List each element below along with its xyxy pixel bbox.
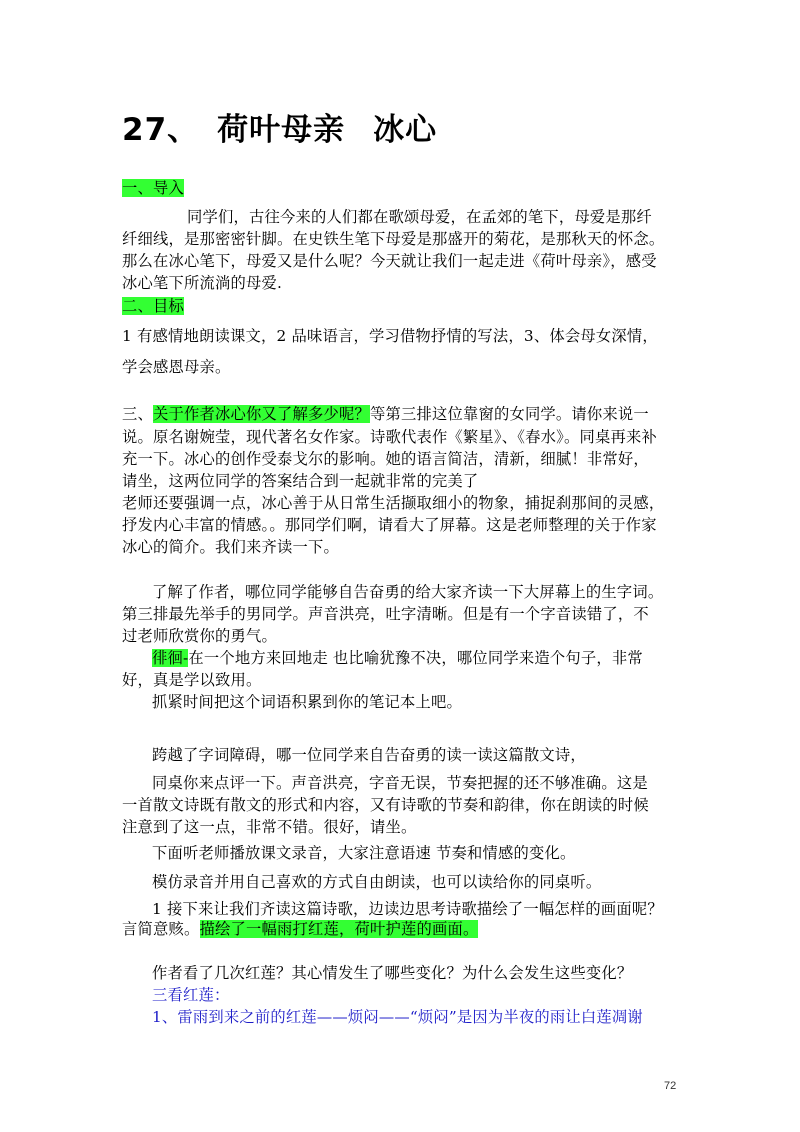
- paragraph-line: 1 接下来让我们齐读这篇诗歌，边读边思考诗歌描绘了一幅怎样的画面呢？: [152, 900, 663, 918]
- paragraph-line: 同学们，古往今来的人们都在歌颂母爱，在孟郊的笔下，母爱是那纤: [187, 208, 652, 226]
- highlighted-word: 徘徊-: [152, 649, 189, 667]
- paragraph-line: 模仿录音并用自己喜欢的方式自由朗读，也可以读给你的同桌听。: [152, 873, 602, 891]
- paragraph-line: 请坐，这两位同学的答案结合到一起就非常的完美了: [122, 472, 479, 490]
- blue-line: 1、雷雨到来之前的红莲——烦闷——“烦闷”是因为半夜的雨让白莲凋谢: [152, 1008, 643, 1026]
- summary-line: 言简意赅。描绘了一幅雨打红莲，荷叶护莲的画面。: [122, 920, 479, 938]
- paragraph-line: 同桌你来点评一下。声音洪亮，字音无误，节奏把握的还不够准确。这是: [152, 774, 648, 792]
- highlighted-question: 关于作者冰心你又了解多少呢？: [153, 405, 370, 423]
- paragraph-line: 纤细线，是那密密针脚。在史铁生笔下母爱是那盛开的菊花，是那秋天的怀念。: [122, 230, 665, 248]
- blue-heading: 三看红莲：: [152, 986, 230, 1004]
- paragraph-line: 冰心的简介。我们来齐读一下。: [122, 538, 339, 556]
- paragraph-line: 过老师欣赏你的勇气。: [122, 627, 277, 645]
- vocab-line: 徘徊-在一个地方来回地走 也比喻犹豫不决，哪位同学来造个句子，非常: [152, 649, 643, 667]
- lesson-author: 冰心: [373, 112, 438, 148]
- paragraph-line: 下面听老师播放课文录音，大家注意语速 节奏和情感的变化。: [152, 844, 576, 862]
- paragraph-line: 冰心笔下所流淌的母爱.: [122, 274, 283, 292]
- paragraph-line: 老师还要强调一点，冰心善于从日常生活撷取细小的物象，捕捉刹那间的灵感，: [122, 494, 665, 512]
- lesson-number: 27、: [122, 112, 200, 148]
- paragraph-line: 一首散文诗既有散文的形式和内容，又有诗歌的节奏和韵律，你在朗读的时候: [122, 796, 649, 814]
- paragraph-line: 了解了作者，哪位同学能够自告奋勇的给大家齐读一下大屏幕上的生字词。: [152, 583, 664, 601]
- highlighted-answer: 描绘了一幅雨打红莲，荷叶护莲的画面。: [199, 920, 479, 938]
- paragraph-line: 充一下。冰心的创作受泰戈尔的影响。她的语言简洁，清新，细腻！非常好，: [122, 450, 649, 468]
- paragraph-line: 第三排最先举手的男同学。声音洪亮，吐字清晰。但是有一个字音读错了，不: [122, 605, 649, 623]
- page-number: 72: [664, 1080, 677, 1092]
- paragraph-line: 学会感恩母亲。: [122, 358, 231, 376]
- section-heading-author: 三、关于作者冰心你又了解多少呢？等第三排这位靠窗的女同学。请你来说一: [122, 405, 649, 423]
- paragraph-line: 1 有感情地朗读课文，2 品味语言，学习借物抒情的写法，3、体会母女深情，: [122, 327, 658, 345]
- paragraph-line: 跨越了字词障碍，哪一位同学来自告奋勇的读一读这篇散文诗，: [152, 746, 586, 764]
- paragraph-line: 好，真是学以致用。: [122, 671, 262, 689]
- paragraph-line: 抒发内心丰富的情感。。那同学们啊，请看大了屏幕。这是老师整理的关于作家: [122, 516, 657, 534]
- question-line: 作者看了几次红莲？其心情发生了哪些变化？为什么会发生这些变化？: [152, 964, 633, 982]
- lesson-title: 荷叶母亲: [217, 112, 346, 148]
- section-heading-goals: 二、目标: [122, 297, 184, 315]
- paragraph-line: 那么在冰心笔下，母爱又是什么呢？今天就让我们一起走进《荷叶母亲》，感受: [122, 252, 657, 270]
- paragraph-line: 注意到了这一点，非常不错。很好，请坐。: [122, 818, 417, 836]
- page-title: [122, 104, 437, 149]
- paragraph-line: 抓紧时间把这个词语积累到你的笔记本上吧。: [152, 693, 462, 711]
- paragraph-line: 说。原名谢婉莹，现代著名女作家。诗歌代表作《繁星》、《春水》。同桌再来补: [122, 428, 657, 446]
- section-heading-intro: 一、导入: [122, 179, 184, 197]
